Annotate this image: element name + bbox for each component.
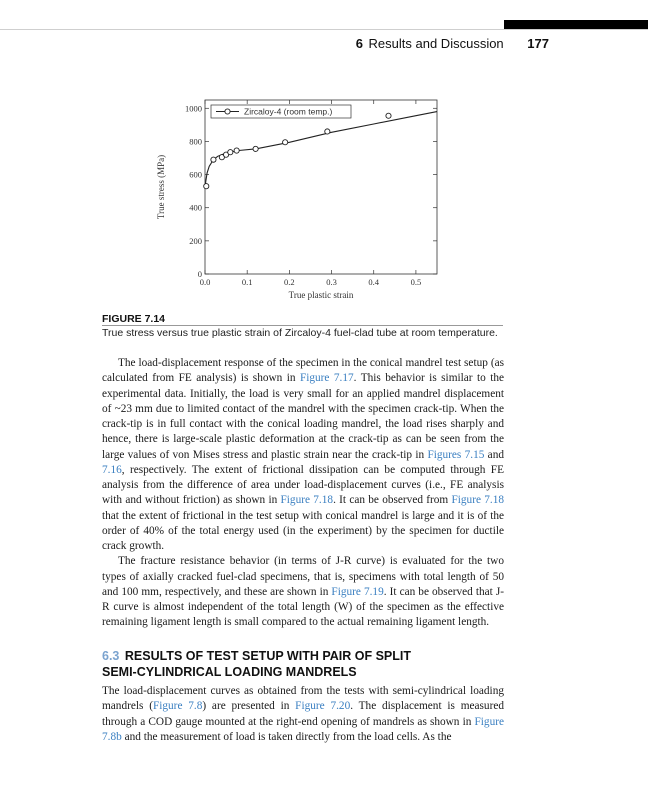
figure-caption: True stress versus true plastic strain of Zircaloy-4 fuel-clad tube at room temperature. — [102, 327, 498, 339]
figure-reference-link[interactable]: Figure 7.8 — [152, 700, 203, 713]
y-tick-label: 0 — [197, 269, 202, 279]
data-point-marker — [228, 150, 233, 155]
chapter-title: Results and Discussion — [368, 36, 504, 51]
section-body-text — [102, 684, 504, 745]
figure-reference-link[interactable]: Figures 7.15 — [427, 448, 485, 461]
x-axis-label: True plastic strain — [288, 290, 354, 300]
chapter-number: 6 — [355, 36, 363, 51]
running-head — [356, 36, 549, 51]
figure-label: FIGURE 7.14 — [102, 313, 166, 325]
x-tick-label: 0.1 — [241, 277, 253, 287]
data-point-marker — [283, 140, 288, 145]
x-tick-label: 0.5 — [410, 277, 422, 287]
legend-marker-sample — [225, 109, 230, 114]
y-axis-label: True stress (MPa) — [156, 154, 166, 220]
y-tick-label: 800 — [189, 136, 202, 147]
data-point-marker — [253, 146, 258, 151]
section-number: 6.3 — [102, 649, 120, 663]
paragraph: The fracture resistance behavior (in terms of J-R curve) is evaluated for the two types of axially cracked fuel-clad specimens, that is, specimens with total length of 50 and 100 mm, respectively, and these are shown in Figure 7.19. It can be observed that J-R curve is almost independent of the total length (W) of the specimen as the effective remaining ligament length is small compared to the actual remaining ligament length. — [102, 555, 504, 629]
x-tick-label: 0.0 — [199, 277, 211, 287]
stress-strain-chart — [150, 92, 450, 308]
y-tick-label: 600 — [189, 169, 202, 180]
figure-reference-link[interactable]: Figure 7.8b — [102, 715, 504, 743]
x-tick-label: 0.2 — [284, 277, 295, 287]
figure-reference-link[interactable]: Figure 7.18 — [451, 494, 505, 507]
series-line — [205, 112, 437, 188]
legend-entry-label: Zircaloy-4 (room temp.) — [244, 106, 333, 117]
header-rule — [0, 29, 648, 30]
paragraph: The load-displacement curves as obtained from the tests with semi-cylindrical loading mandrels (Figure 7.8) are presented in Figure 7.20. The displacement is measured through a COD gauge mounted at the right-end opening of mandrels as shown in Figure 7.8b and the measurement of load is taken directly from the load cells. As the — [102, 685, 504, 743]
data-point-marker — [234, 148, 239, 153]
figure-reference-link[interactable]: Figure 7.19 — [331, 585, 384, 598]
section-title-line2: SEMI-CYLINDRICAL LOADING MANDRELS — [102, 665, 357, 679]
y-tick-label: 400 — [189, 202, 202, 213]
figure-reference-link[interactable]: Figure 7.18 — [280, 494, 334, 507]
figure-reference-link[interactable]: Figure 7.20 — [295, 700, 351, 713]
data-point-marker — [204, 184, 209, 189]
header-bar-decoration — [504, 20, 648, 29]
x-tick-label: 0.3 — [326, 277, 337, 287]
data-point-marker — [325, 129, 330, 134]
figure-caption-rule — [102, 325, 503, 326]
page-number: 177 — [527, 36, 549, 51]
section-title-line1: RESULTS OF TEST SETUP WITH PAIR OF SPLIT — [124, 649, 411, 663]
y-tick-label: 1000 — [185, 103, 202, 114]
plot-frame — [205, 100, 437, 274]
y-tick-label: 200 — [189, 235, 202, 246]
body-text — [102, 356, 504, 631]
section-heading — [102, 648, 504, 680]
data-point-marker — [386, 113, 391, 118]
figure-reference-link[interactable]: 7.16 — [102, 463, 122, 476]
paragraph: The load-displacement response of the specimen in the conical mandrel test setup (as calculated from FE analysis) is shown in Figure 7.17. This behavior is similar to the experimental data. Initially, the load is very small for an applied mandrel displacement of ~23 mm due to limited contact of the mandrel with the specimen crack-tip. When the crack-tip is in full contact with the conical loading mandrel, the load rises sharply and hence, there is large-scale plastic deformation at the crack-tip as can be seen from the large values of von Mises stress and plastic strain near the crack-tip in Figures 7.15 and 7.16, respectively. The extent of frictional dissipation can be computed through FE analysis from the difference of area under load-displacement curves (i.e., FE analysis with and without friction) as shown in Figure 7.18. It can be observed from Figure 7.18 that the extent of frictional in the test setup with conical mandrel is large and it is of the order of 40% of the total energy used (in the experiment) by the specimen for ductile crack growth. — [102, 357, 505, 552]
figure-reference-link[interactable]: Figure 7.17 — [299, 372, 354, 385]
x-tick-label: 0.4 — [368, 277, 380, 287]
data-point-marker — [211, 157, 216, 162]
